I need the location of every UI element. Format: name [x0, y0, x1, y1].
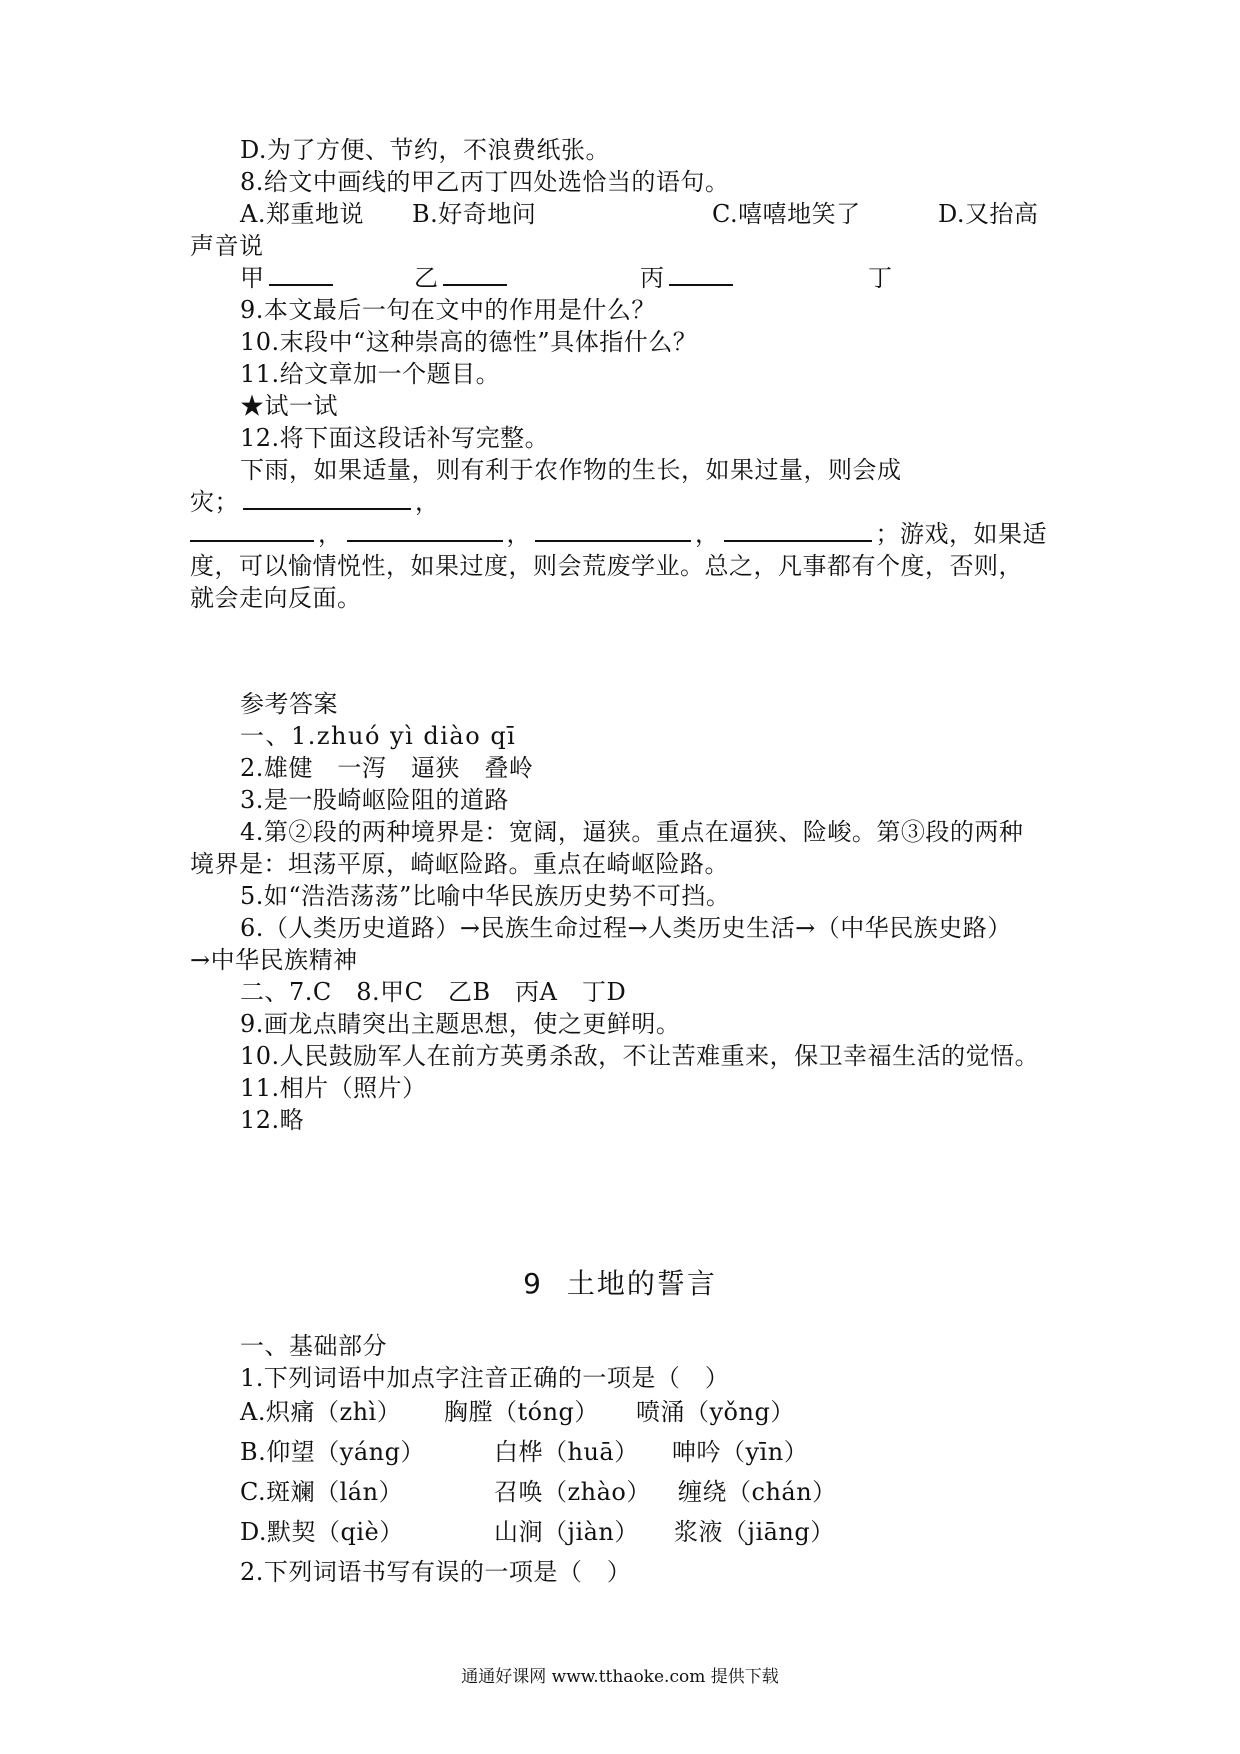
q7-option-d: D.为了方便、节约，不浪费纸张。	[240, 136, 611, 164]
q8-option-a: A.郑重地说	[240, 200, 364, 228]
comma: ，	[318, 520, 343, 548]
lesson-title	[0, 1262, 1240, 1302]
q12-line1: 下雨，如果适量，则有利于农作物的生长，如果过量，则会成	[240, 456, 902, 484]
answer-line: 9.画龙点睛突出主题思想，使之更鲜明。	[240, 1010, 681, 1038]
lq1-d-2: 山涧（jiàn）	[494, 1518, 639, 1546]
blank-label-ding: 丁	[868, 264, 893, 292]
q8-stem: 8.给文中画线的甲乙丙丁四处选恰当的语句。	[240, 168, 730, 196]
comma: ，	[415, 488, 440, 516]
section-heading: 一、基础部分	[240, 1332, 387, 1360]
answer-blank[interactable]	[535, 539, 691, 542]
lq1-b-1: B.仰望（yáng）	[240, 1438, 425, 1466]
answer-line: 6.（人类历史道路）→民族生命过程→人类历史生活→（中华民族史路）	[240, 914, 1012, 942]
q11: 11.给文章加一个题目。	[240, 360, 501, 388]
answer-line: 3.是一股崎岖险阻的道路	[240, 786, 509, 814]
lq2-stem: 2.下列词语书写有误的一项是（ ）	[240, 1558, 632, 1586]
lq1-a-2: 胸膛（tóng）	[444, 1398, 599, 1426]
q12-line2	[190, 486, 440, 518]
answer-blank[interactable]	[269, 283, 333, 286]
q12-line2-start: 灾；	[190, 488, 239, 516]
answer-blank[interactable]	[243, 507, 411, 510]
lq1-b-3: 呻吟（yīn）	[672, 1438, 809, 1466]
q8-option-c: C.嘻嘻地笑了	[712, 200, 861, 228]
blank-jia	[240, 262, 337, 294]
blank-ding	[868, 262, 893, 294]
comma: ，	[506, 520, 531, 548]
q8-option-d: D.又抬高	[938, 200, 1039, 228]
answer-line: 11.相片（照片）	[240, 1074, 427, 1102]
answer-blank[interactable]	[443, 283, 507, 286]
answer-line: 一、1.zhuó yì diào qī	[240, 722, 517, 750]
answer-line: 5.如“浩浩荡荡”比喻中华民族历史势不可挡。	[240, 882, 731, 910]
lesson-number: 9	[523, 1267, 543, 1300]
lq1-d-3: 浆液（jiāng）	[674, 1518, 835, 1546]
lesson-name: 土地的誓言	[566, 1267, 717, 1300]
blank-label-bing: 丙	[640, 264, 665, 292]
blank-label-yi: 乙	[414, 264, 439, 292]
answers-heading: 参考答案	[240, 690, 338, 718]
answer-blank[interactable]	[190, 539, 314, 542]
answer-line: 12.略	[240, 1106, 305, 1134]
lq1-a-1: A.炽痛（zhì）	[240, 1398, 402, 1426]
blank-bing	[640, 262, 737, 294]
answer-line: 2.雄健 一泻 逼狭 叠岭	[240, 754, 534, 782]
answer-line: 境界是：坦荡平原，崎岖险路。重点在崎岖险路。	[190, 850, 729, 878]
q8-option-b: B.好奇地问	[412, 200, 537, 228]
q12-line3-tail: 游戏，如果适	[900, 520, 1047, 548]
blank-yi	[414, 262, 511, 294]
q10: 10.末段中“这种崇高的德性”具体指什么？	[240, 328, 698, 356]
answer-line: 4.第②段的两种境界是：宽阔，逼狭。重点在逼狭、险峻。第③段的两种	[240, 818, 1024, 846]
page-footer: 通通好课网 www.tthaoke.com 提供下载	[461, 1667, 779, 1687]
comma: ，	[695, 520, 720, 548]
answer-line: 二、7.C 8.甲C 乙B 丙A 丁D	[240, 978, 627, 1006]
answer-line: →中华民族精神	[190, 946, 358, 974]
answer-line: 10.人民鼓励军人在前方英勇杀敌，不让苦难重来，保卫幸福生活的觉悟。	[240, 1042, 1040, 1070]
lq1-c-2: 召唤（zhào）	[494, 1478, 651, 1506]
answer-blank[interactable]	[724, 539, 872, 542]
q8-option-d-cont: 声音说	[190, 232, 264, 260]
lq1-stem: 1.下列词语中加点字注音正确的一项是（ ）	[240, 1364, 730, 1392]
lq1-c-3: 缠绕（chán）	[678, 1478, 837, 1506]
q12-line3	[190, 518, 1047, 550]
lq1-c-1: C.斑斓（lán）	[240, 1478, 404, 1506]
q12-line5: 就会走向反面。	[190, 584, 362, 612]
q9: 9.本文最后一句在文中的作用是什么？	[240, 296, 656, 324]
lq1-b-2: 白桦（huā）	[494, 1438, 639, 1466]
blank-label-jia: 甲	[240, 264, 265, 292]
answer-blank[interactable]	[347, 539, 503, 542]
answer-blank[interactable]	[669, 283, 733, 286]
try-heading: ★试一试	[240, 392, 338, 420]
semicolon: ；	[875, 520, 900, 548]
q12-stem: 12.将下面这段话补写完整。	[240, 424, 550, 452]
lq1-d-1: D.默契（qiè）	[240, 1518, 404, 1546]
q12-line4: 度，可以愉情悦性，如果过度，则会荒废学业。总之，凡事都有个度，否则，	[190, 552, 1023, 580]
lq1-a-3: 喷涌（yǒng）	[636, 1398, 795, 1426]
